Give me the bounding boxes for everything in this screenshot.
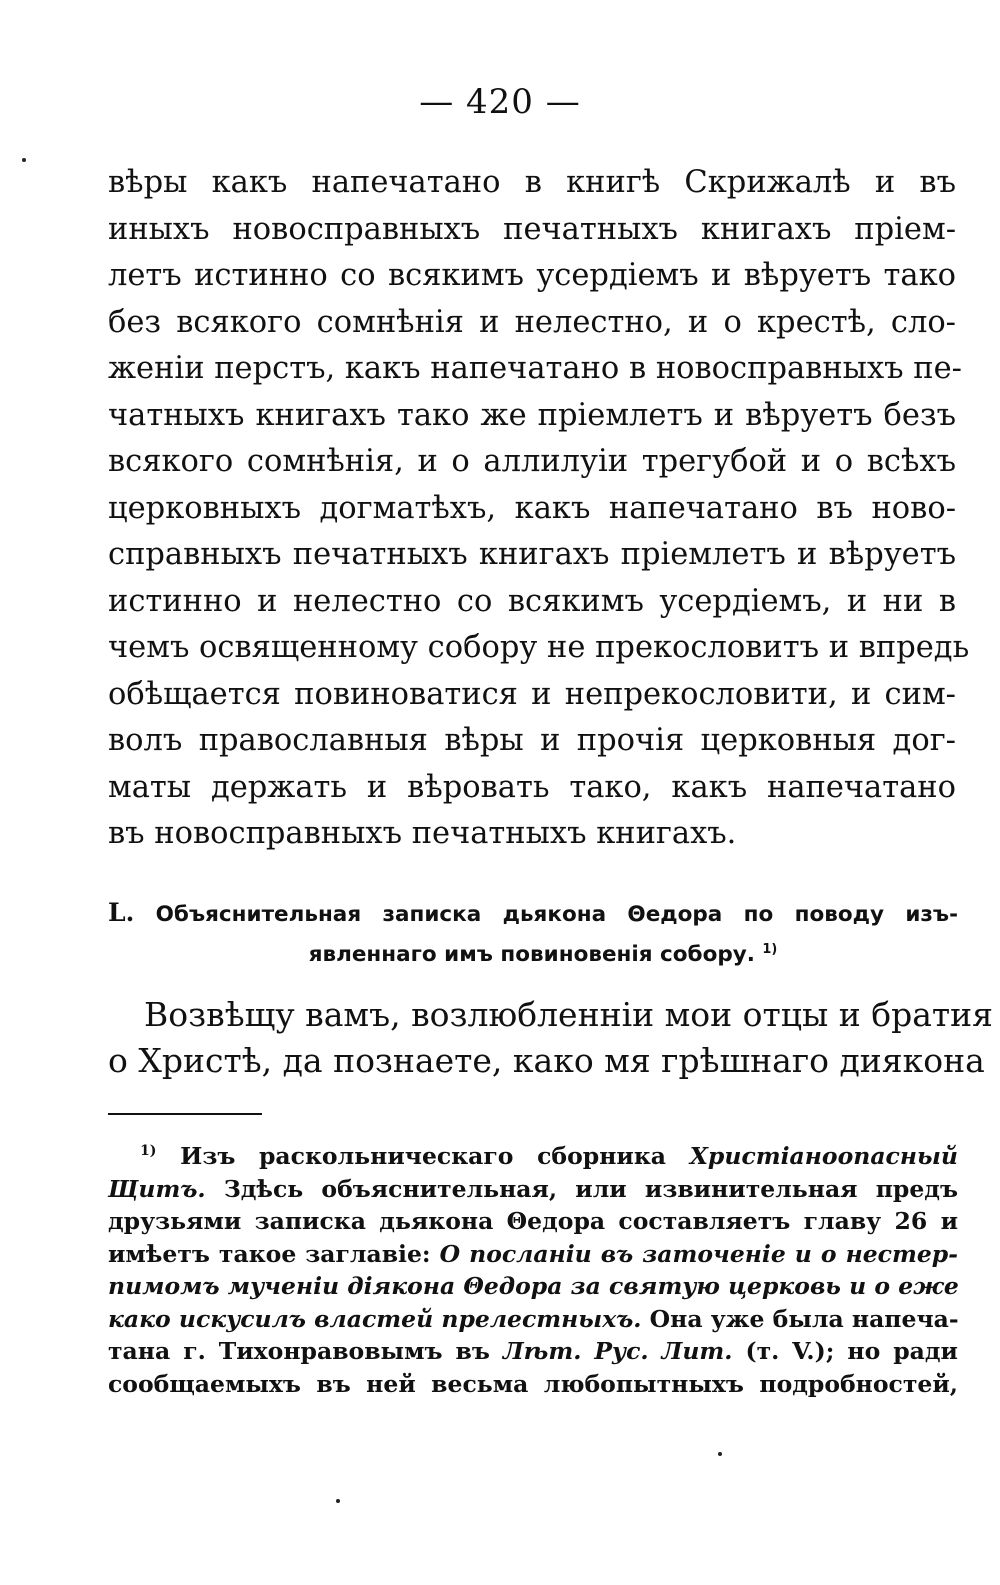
footnote-line <box>108 1238 958 1271</box>
footnote-line <box>108 1140 958 1173</box>
text-line: чемъ освященному собору не прекословитъ и впредь <box>108 630 970 665</box>
text-line: вѣры какъ напечатано в книгѣ Скрижалѣ и въ <box>108 165 956 200</box>
footnote-italic: пимомъ мученіи діякона Θедора за святую церковь и о еже <box>108 1272 959 1300</box>
footnote-line: друзьями записка дьякона Θедора составляетъ главу 26 и <box>108 1207 958 1235</box>
page-number: — 420 — <box>419 82 581 122</box>
text-line: иныхъ новосправныхъ печатныхъ книгахъ пріем- <box>108 211 956 247</box>
text-line: волъ православныя вѣры и прочія церковныя дог- <box>108 723 956 758</box>
section-heading <box>108 893 958 975</box>
text-line: о Христѣ, да познаете, како мя грѣшнаго диякона <box>108 1041 985 1080</box>
footnote-divider <box>108 1113 262 1115</box>
text-line: маты держать и вѣровать тако, какъ напечатано <box>108 769 956 805</box>
text-line: въ новосправныхъ печатныхъ книгахъ. <box>108 816 737 851</box>
footnote-line <box>108 1335 958 1368</box>
print-speck <box>718 1452 722 1456</box>
section-paragraph <box>108 992 993 1084</box>
footnote-line <box>108 1173 958 1206</box>
print-speck <box>22 158 26 162</box>
footnote-text: Изъ раскольническаго сборника <box>180 1142 667 1170</box>
text-line: Возвѣщу вамъ, возлюбленніи мои отцы и братия <box>144 995 993 1034</box>
heading-line-1 <box>108 893 958 935</box>
text-line: обѣщается повиноватися и непрекословити, и сим- <box>108 676 956 712</box>
heading-text-1: Объяснительная записка дьякона Θедора по поводу изъ- <box>155 902 958 927</box>
footnote-italic: Лѣт. Рус. Лит. <box>502 1337 733 1365</box>
section-number: L. <box>108 898 135 927</box>
footnote-marker: 1) <box>140 1143 157 1160</box>
footnote-italic: Христіаноопасный <box>689 1142 958 1170</box>
print-speck <box>336 1499 340 1503</box>
footnote-reference: 1) <box>762 941 778 957</box>
text-line: чатныхъ книгахъ тако же пріемлетъ и вѣруетъ безъ <box>108 397 956 433</box>
body-paragraph <box>108 160 970 858</box>
footnote-text: (т. V.); но ради <box>745 1337 958 1365</box>
footnote-text: Она уже была напеча- <box>649 1304 959 1333</box>
text-line: летъ истинно со всякимъ усердіемъ и вѣруетъ тако <box>108 258 956 293</box>
footnote-line <box>108 1303 958 1336</box>
text-line: истинно и нелестно со всякимъ усердіемъ, и ни в <box>108 583 956 619</box>
text-line: справныхъ печатныхъ книгахъ пріемлетъ и вѣруетъ <box>108 537 956 572</box>
footnote-line: сообщаемыхъ въ ней весьма любопытныхъ подробностей, <box>108 1369 958 1398</box>
footnote-italic: Щитъ. <box>108 1174 206 1203</box>
footnote-italic: како искусилъ властей прелестныхъ. <box>108 1304 642 1333</box>
text-line: женіи перстъ, какъ напечатано в новосправныхъ пе- <box>108 351 962 386</box>
footnote-italic: О посланіи въ заточеніе и о нестер- <box>439 1239 958 1268</box>
footnote-text: тана г. Тихонравовымъ въ <box>108 1337 490 1365</box>
footnote <box>108 1140 958 1400</box>
text-line: церковныхъ догматѣхъ, какъ напечатано въ ново- <box>108 490 956 526</box>
heading-line-2 <box>108 935 958 975</box>
footnote-text: имѣетъ такое заглавіе: <box>108 1239 431 1268</box>
text-line: всякого сомнѣнія, и о аллилуіи трегубой и о всѣхъ <box>108 444 956 479</box>
footnote-text: Здѣсь объяснительная, или извинительная предъ <box>223 1174 958 1203</box>
footnote-line <box>108 1270 958 1303</box>
heading-text-2: явленнаго имъ повиновенія собору. <box>308 942 755 967</box>
text-line: без всякого сомнѣнія и нелестно, и о крестѣ, сло- <box>108 304 956 340</box>
